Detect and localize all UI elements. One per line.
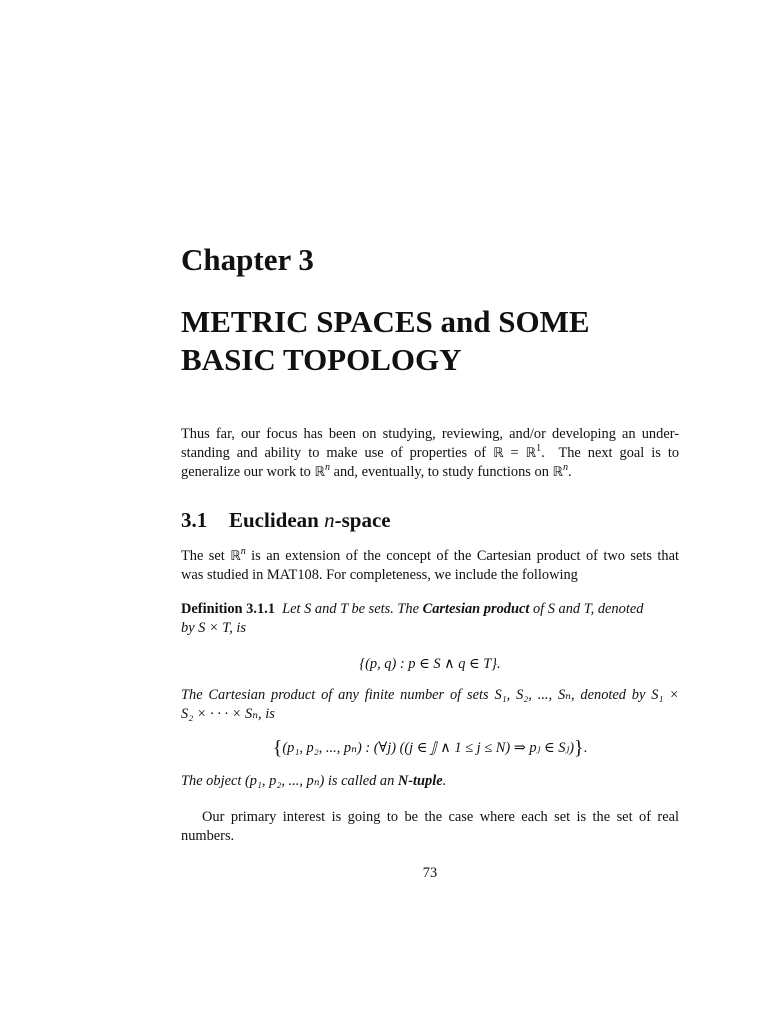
definition-label: Definition 3.1.1 <box>181 601 275 617</box>
chapter-label: Chapter 3 <box>181 242 314 277</box>
intro-line-3-mid: and, eventually, to study functions on <box>330 464 553 481</box>
n-tuple-end: . <box>442 773 447 789</box>
intro-line-2-text: standing and ability to make use of properties of <box>181 445 494 462</box>
definition-line-2: by S × T, is <box>181 620 247 637</box>
n-tuple-text: The object (p₁, p₂, ..., pₙ) is called an <box>181 773 398 789</box>
definition-text-start: Let S and T be sets. The <box>282 601 423 617</box>
definition-3-1-1 <box>181 600 679 638</box>
set-line-1-start: The set <box>181 548 231 564</box>
set-paragraph <box>181 547 679 585</box>
intro-line-3-text: generalize our work to <box>181 464 315 481</box>
finite-line-2: S₂ × · · · × Sₙ, is <box>181 706 275 723</box>
section-title-start: Euclidean <box>229 508 325 532</box>
set-line-1-end: is an extension of the concept of the Cartesian product of two sets that <box>245 548 679 564</box>
definition-text-end: of S and T, denoted <box>529 601 644 617</box>
section-number: 3.1 <box>181 508 208 532</box>
section-title-italic: n <box>324 508 335 532</box>
n-tuple-line <box>181 772 679 791</box>
n-tuple-definition <box>181 772 679 791</box>
set-line-1: The set ℝ$^n$ is an extension of the concept of the Cartesian product of two sets that <box>181 546 679 564</box>
section-heading <box>181 505 391 535</box>
chapter-title-line-1: METRIC SPACES and SOME <box>181 304 590 339</box>
definition-line-1 <box>181 600 679 619</box>
set-line-2: was studied in MAT108. For completeness, we include the following <box>181 567 578 584</box>
cartesian-product-display: {(p, q) : p ∈ S ∧ q ∈ T}. <box>359 656 501 672</box>
n-tuple-term: N-tuple <box>397 773 443 789</box>
n-tuple-set-inner: (p₁, p₂, ..., pₙ) : (∀j) ((j ∈ 𝕁 ∧ 1 ≤ j ≤ N) ⇒ pⱼ ∈ Sⱼ) <box>282 740 575 756</box>
intro-line-2: standing and ability to make use of properties of ℝ = ℝ$^1$. The next goal is to <box>181 443 680 462</box>
n-tuple-set-display: {(p₁, p₂, ..., pₙ) : (∀j) ((j ∈ 𝕁 ∧ 1 ≤ j ≤ N) ⇒ pⱼ ∈ Sⱼ)}. <box>272 737 588 759</box>
intro-line-2-end: The next goal is to <box>558 445 680 462</box>
page-number: 73 <box>422 865 438 881</box>
finite-product-paragraph <box>181 686 679 724</box>
intro-line-1: Thus far, our focus has been on studying, reviewing, and/or developing an under- <box>181 426 679 442</box>
definition-term: Cartesian product <box>422 601 530 617</box>
primary-interest-paragraph: Our primary interest is going to be the case where each set is the set of real numbers. <box>181 809 679 845</box>
chapter-title <box>181 303 679 379</box>
chapter-title-line-2: BASIC TOPOLOGY <box>181 342 462 377</box>
intro-line-3: generalize our work to ℝ$^n$ and, eventually, to study functions on ℝ$^n$. <box>181 462 572 481</box>
intro-paragraph <box>181 425 679 483</box>
finite-line-1: The Cartesian product of any finite number of sets S₁, S₂, ..., Sₙ, denoted by S₁ × <box>181 687 679 703</box>
section-title-end: -space <box>334 508 391 532</box>
